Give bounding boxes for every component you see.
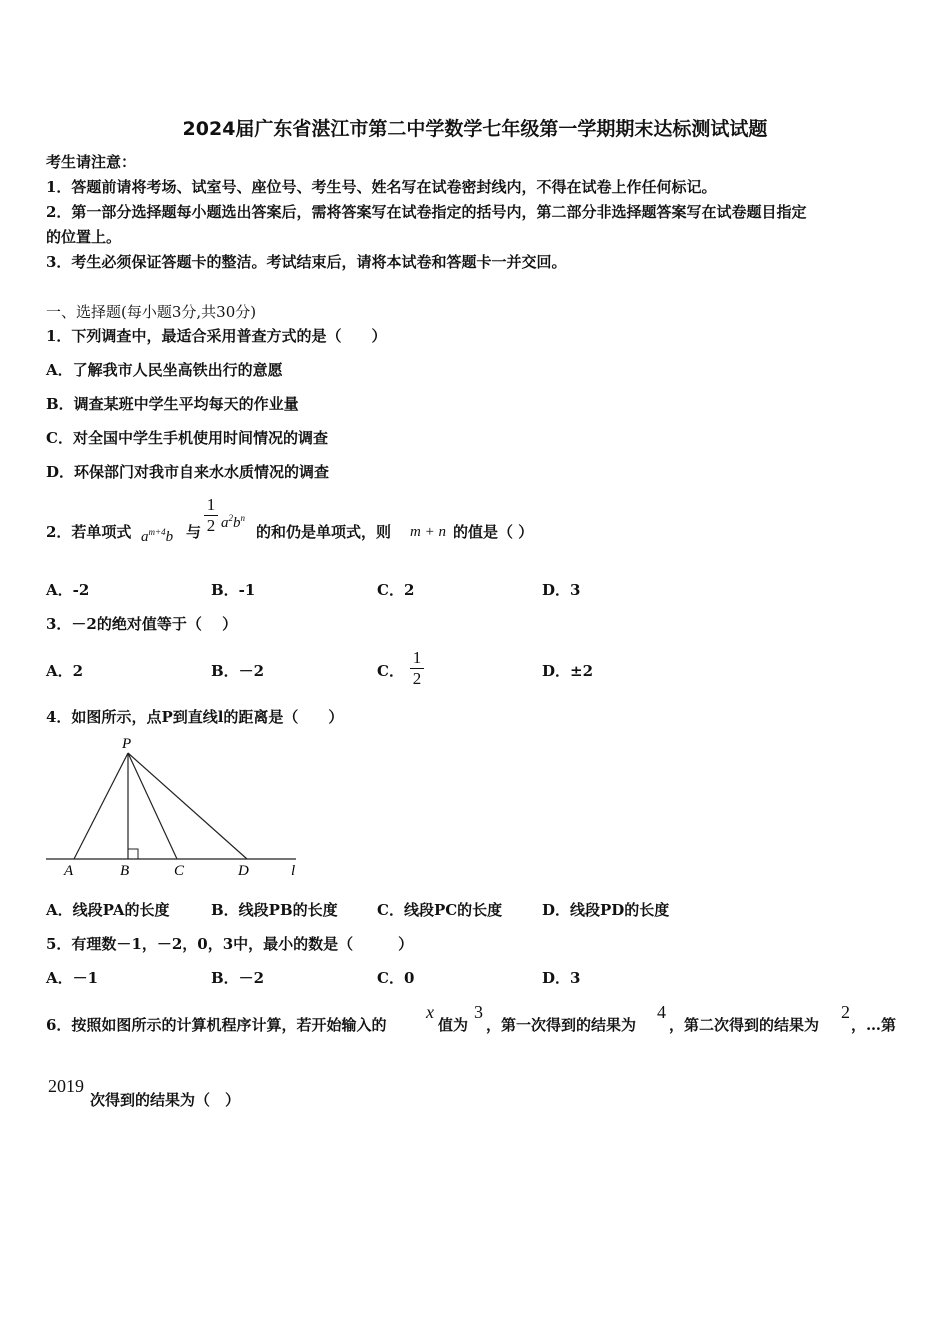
notice-heading: 考生请注意： — [46, 153, 137, 171]
question-6-part1: 6．按照如图所示的计算机程序计算，若开始输入的 — [46, 1016, 387, 1034]
question-5-stem: 5．有理数－1，－2，0，3中，最小的数是（ ） — [46, 935, 414, 953]
q6-part4: ，第二次得到的结果为 — [669, 1016, 820, 1034]
label-d: D — [238, 863, 249, 879]
notice-item: 3．考生必须保证答题卡的整洁。考试结束后，请将本试卷和答题卡一并交回。 — [46, 253, 567, 271]
q3-option-c: C． — [377, 662, 404, 680]
q6-part5: ，…第 — [851, 1016, 897, 1034]
section-heading: 一、选择题(每小题3分,共30分) — [46, 303, 257, 321]
q1-option-a: A．了解我市人民坐高铁出行的意愿 — [46, 361, 283, 379]
page-title: 2024届广东省湛江市第二中学数学七年级第一学期期末达标测试试题 — [182, 118, 768, 140]
notice-item: 2．第一部分选择题每小题选出答案后，需将答案写在试卷指定的括号内，第二部分非选择题答案写在试卷题目指定 — [46, 203, 807, 221]
segment-pc — [128, 753, 177, 859]
q4-option-b: B．线段PB的长度 — [211, 901, 338, 919]
q6-part3: ，第一次得到的结果为 — [486, 1016, 637, 1034]
question-4-stem: 4．如图所示，点P到直线l的距离是（ ） — [46, 708, 344, 726]
q1-option-c: C．对全国中学生手机使用时间情况的调查 — [46, 429, 328, 447]
q6-value-3: 3 — [474, 1002, 483, 1022]
q2-suffix: 的值是（ ） — [453, 523, 534, 541]
q6-part2: 值为 — [438, 1016, 469, 1034]
q4-option-a: A．线段PA的长度 — [46, 901, 170, 919]
label-b: B — [120, 863, 130, 879]
q2-and-label: 与 — [186, 523, 202, 541]
label-a: A — [64, 863, 74, 879]
q6-value-2: 2 — [841, 1002, 850, 1022]
q4-option-c: C．线段PC的长度 — [377, 901, 503, 919]
segment-pd — [128, 753, 247, 859]
label-c: C — [174, 863, 185, 879]
q3-option-b: B．－2 — [211, 662, 265, 680]
question-2-prefix: 2．若单项式 — [46, 523, 132, 541]
q5-option-a: A．－1 — [46, 969, 99, 987]
q2-option-d: D．3 — [542, 581, 581, 599]
notice-item: 的位置上。 — [46, 228, 122, 246]
q2-middle-text: 的和仍是单项式，则 — [256, 523, 392, 541]
q2-option-a: A．-2 — [46, 581, 90, 599]
q5-option-b: B．－2 — [211, 969, 265, 987]
q4-geometry-figure — [44, 733, 304, 879]
segment-pa — [74, 753, 128, 859]
q6-variable-x: x — [426, 1002, 434, 1022]
question-3-stem: 3．－2的绝对值等于（ ） — [46, 615, 238, 633]
q2-fraction: 1 2 — [204, 496, 218, 535]
q2-term1: $a^{m+4}b$ — [141, 527, 174, 545]
question-1-stem: 1．下列调查中，最适合采用普查方式的是（ ） — [46, 327, 387, 345]
label-p: P — [122, 736, 132, 752]
q6-iteration-number: 2019 — [48, 1076, 84, 1096]
q1-option-b: B．调查某班中学生平均每天的作业量 — [46, 395, 299, 413]
q2-option-b: B．-1 — [211, 581, 256, 599]
q2-option-c: C．2 — [377, 581, 415, 599]
q5-option-c: C．0 — [377, 969, 415, 987]
q3-option-c-fraction: 1 2 — [410, 649, 424, 688]
notice-item: 1．答题前请将考场、试室号、座位号、考生号、姓名写在试卷密封线内，不得在试卷上作任何标记。 — [46, 178, 717, 196]
q1-option-d: D．环保部门对我市自来水水质情况的调查 — [46, 463, 330, 481]
q5-option-d: D．3 — [542, 969, 581, 987]
q3-option-a: A．2 — [46, 662, 84, 680]
q4-option-d: D．线段PD的长度 — [542, 901, 670, 919]
q2-expression: m + n — [410, 524, 446, 540]
q2-term2: $a^2b^n$ — [221, 513, 245, 531]
q3-option-d: D．±2 — [542, 662, 594, 680]
label-l: l — [291, 863, 296, 879]
q6-part6: 次得到的结果为（ ） — [90, 1091, 241, 1109]
q6-value-4: 4 — [657, 1002, 666, 1022]
right-angle-mark — [128, 849, 138, 859]
